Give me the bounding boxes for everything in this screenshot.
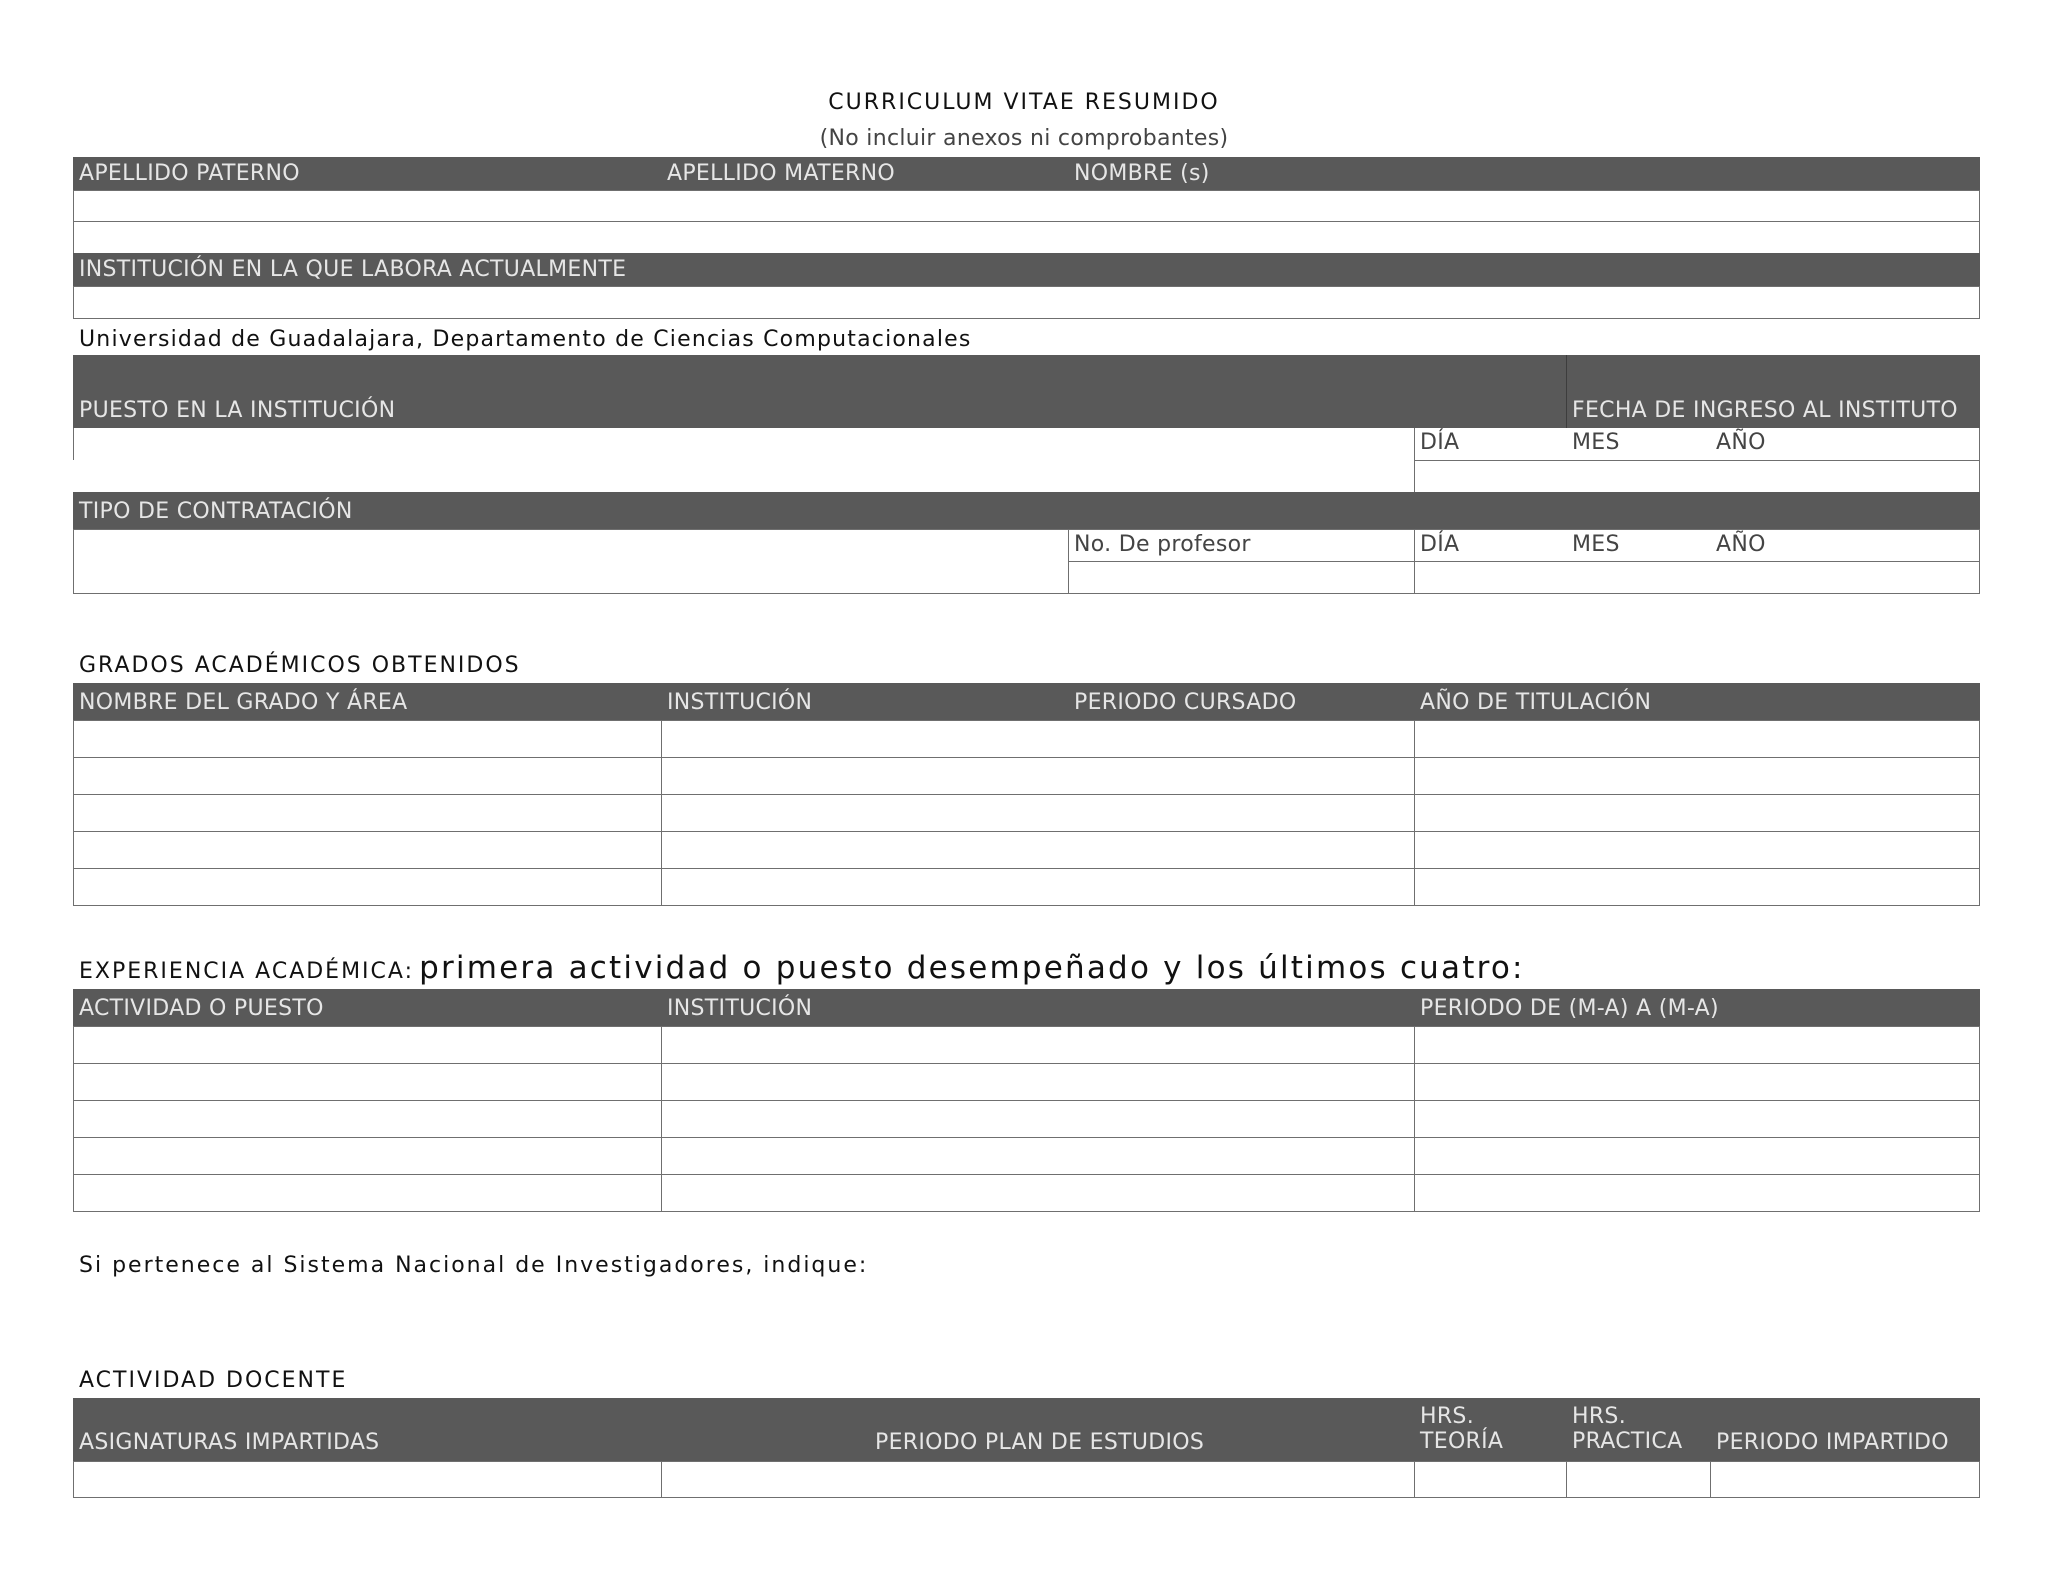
apellido-paterno-label: APELLIDO PATERNO xyxy=(79,161,300,186)
contract-header-bar xyxy=(73,492,1980,529)
docente-col-plan: PERIODO PLAN DE ESTUDIOS xyxy=(875,1430,1205,1455)
sni-text: Si pertenece al Sistema Nacional de Investigadores, indique: xyxy=(79,1253,869,1278)
docente-col-periodo: PERIODO IMPARTIDO xyxy=(1716,1430,1949,1455)
form-subtitle: (No incluir anexos ni comprobantes) xyxy=(819,126,1229,151)
ingreso-date-input[interactable] xyxy=(1415,461,1979,492)
docente-table-body[interactable] xyxy=(73,1461,1980,1498)
grados-col-anio: AÑO DE TITULACIÓN xyxy=(1420,690,1652,715)
ingreso-mes-label: MES xyxy=(1572,430,1620,455)
experiencia-divider-2 xyxy=(1414,1026,1415,1212)
grados-row-line xyxy=(73,757,1980,758)
docente-divider-2 xyxy=(1414,1461,1415,1498)
grados-row-line xyxy=(73,794,1980,795)
form-title: CURRICULUM VITAE RESUMIDO xyxy=(828,90,1220,115)
name-input-row[interactable] xyxy=(73,190,1980,222)
experiencia-divider-1 xyxy=(661,1026,662,1212)
docente-col-hrs-teoria-2: TEORÍA xyxy=(1420,1429,1504,1454)
name-input-row-2[interactable] xyxy=(73,221,1980,254)
apellido-materno-label: APELLIDO MATERNO xyxy=(667,161,895,186)
position-header-divider xyxy=(1566,355,1567,428)
fecha-ingreso-label: FECHA DE INGRESO AL INSTITUTO xyxy=(1572,398,1958,423)
experiencia-row-line xyxy=(73,1137,1980,1138)
docente-heading: ACTIVIDAD DOCENTE xyxy=(79,1368,348,1393)
experiencia-heading-large: primera actividad o puesto desempeñado y los últimos cuatro: xyxy=(419,950,1525,986)
puesto-input[interactable] xyxy=(73,428,1414,460)
institution-label: INSTITUCIÓN EN LA QUE LABORA ACTUALMENTE xyxy=(79,257,627,282)
grados-row-line xyxy=(73,868,1980,869)
puesto-left-border xyxy=(73,428,74,460)
contract-mes-label: MES xyxy=(1572,532,1620,557)
nombre-label: NOMBRE (s) xyxy=(1074,161,1210,186)
docente-col-asignaturas: ASIGNATURAS IMPARTIDAS xyxy=(79,1430,380,1455)
experiencia-row-line xyxy=(73,1174,1980,1175)
experiencia-col-actividad: ACTIVIDAD O PUESTO xyxy=(79,996,324,1021)
docente-col-hrs-practica-1: HRS. xyxy=(1572,1404,1626,1429)
experiencia-col-periodo: PERIODO DE (M-A) A (M-A) xyxy=(1420,996,1719,1021)
puesto-label: PUESTO EN LA INSTITUCIÓN xyxy=(79,398,396,423)
no-profesor-label: No. De profesor xyxy=(1074,532,1251,557)
name-header-bar xyxy=(73,157,1980,190)
institution-value: Universidad de Guadalajara, Departamento de Ciencias Computacionales xyxy=(79,327,972,352)
experiencia-table-body[interactable] xyxy=(73,1026,1980,1212)
grados-row-line xyxy=(73,831,1980,832)
docente-divider-3 xyxy=(1566,1461,1567,1498)
grados-table-body[interactable] xyxy=(73,720,1980,906)
docente-divider-4 xyxy=(1710,1461,1711,1498)
contract-label: TIPO DE CONTRATACIÓN xyxy=(79,499,353,524)
grados-col-periodo: PERIODO CURSADO xyxy=(1074,690,1297,715)
docente-divider-1 xyxy=(661,1461,662,1498)
grados-heading: GRADOS ACADÉMICOS OBTENIDOS xyxy=(79,653,521,678)
contract-dia-label: DÍA xyxy=(1420,532,1460,557)
grados-divider-2 xyxy=(1414,720,1415,906)
contract-mid-line xyxy=(1068,561,1980,562)
docente-col-hrs-teoria-1: HRS. xyxy=(1420,1404,1474,1429)
docente-col-hrs-practica-2: PRACTICA xyxy=(1572,1429,1683,1454)
experiencia-heading xyxy=(79,950,1525,986)
grados-col-institucion: INSTITUCIÓN xyxy=(667,690,813,715)
experiencia-row-line xyxy=(73,1063,1980,1064)
contract-anio-label: AÑO xyxy=(1716,532,1766,557)
ingreso-dia-label: DÍA xyxy=(1420,430,1460,455)
ingreso-anio-label: AÑO xyxy=(1716,430,1766,455)
experiencia-heading-small: EXPERIENCIA ACADÉMICA: xyxy=(79,959,414,984)
experiencia-row-line xyxy=(73,1100,1980,1101)
experiencia-col-institucion: INSTITUCIÓN xyxy=(667,996,813,1021)
grados-col-nombre: NOMBRE DEL GRADO Y ÁREA xyxy=(79,690,408,715)
institution-input[interactable] xyxy=(73,286,1980,319)
grados-divider-1 xyxy=(661,720,662,906)
